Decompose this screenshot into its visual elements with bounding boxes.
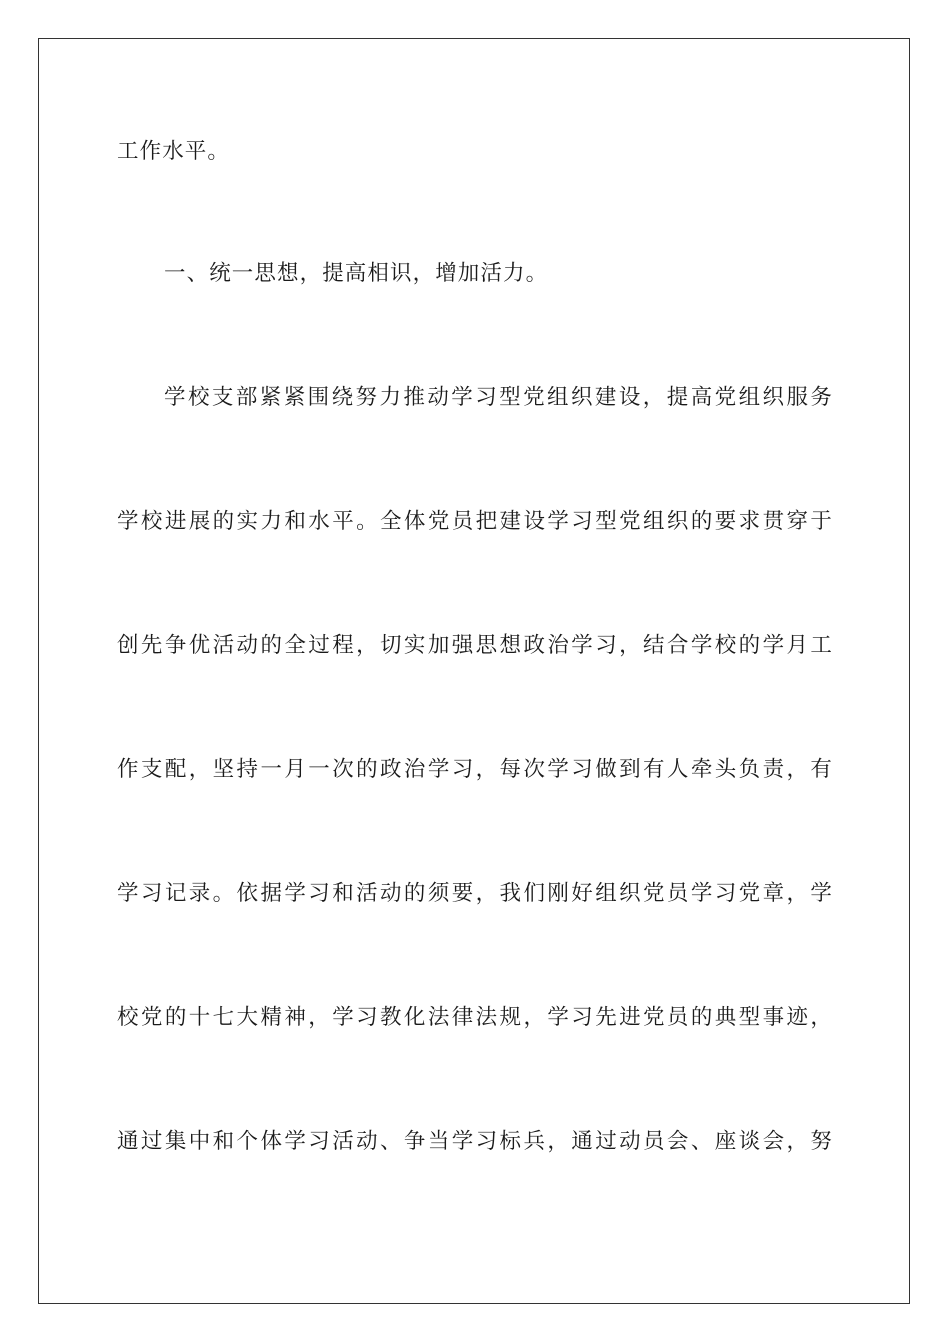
text-line-5: 创先争优活动的全过程，切实加强思想政治学习，结合学校的学月工: [117, 633, 833, 658]
text-line-9: 通过集中和个体学习活动、争当学习标兵，通过动员会、座谈会，努: [117, 1129, 833, 1154]
page-frame: [38, 38, 910, 1304]
text-line-1: 工作水平。: [117, 139, 231, 164]
text-line-4: 学校进展的实力和水平。全体党员把建设学习型党组织的要求贯穿于: [117, 509, 833, 534]
text-line-8: 校党的十七大精神，学习教化法律法规，学习先进党员的典型事迹，: [117, 1005, 833, 1030]
section-heading: 一、统一思想，提高相识，增加活力。: [164, 261, 549, 286]
text-line-6: 作支配，坚持一月一次的政治学习，每次学习做到有人牵头负责，有: [117, 757, 833, 782]
text-line-3: 学校支部紧紧围绕努力推动学习型党组织建设，提高党组织服务: [164, 385, 833, 410]
text-line-7: 学习记录。依据学习和活动的须要，我们刚好组织党员学习党章，学: [117, 881, 833, 906]
